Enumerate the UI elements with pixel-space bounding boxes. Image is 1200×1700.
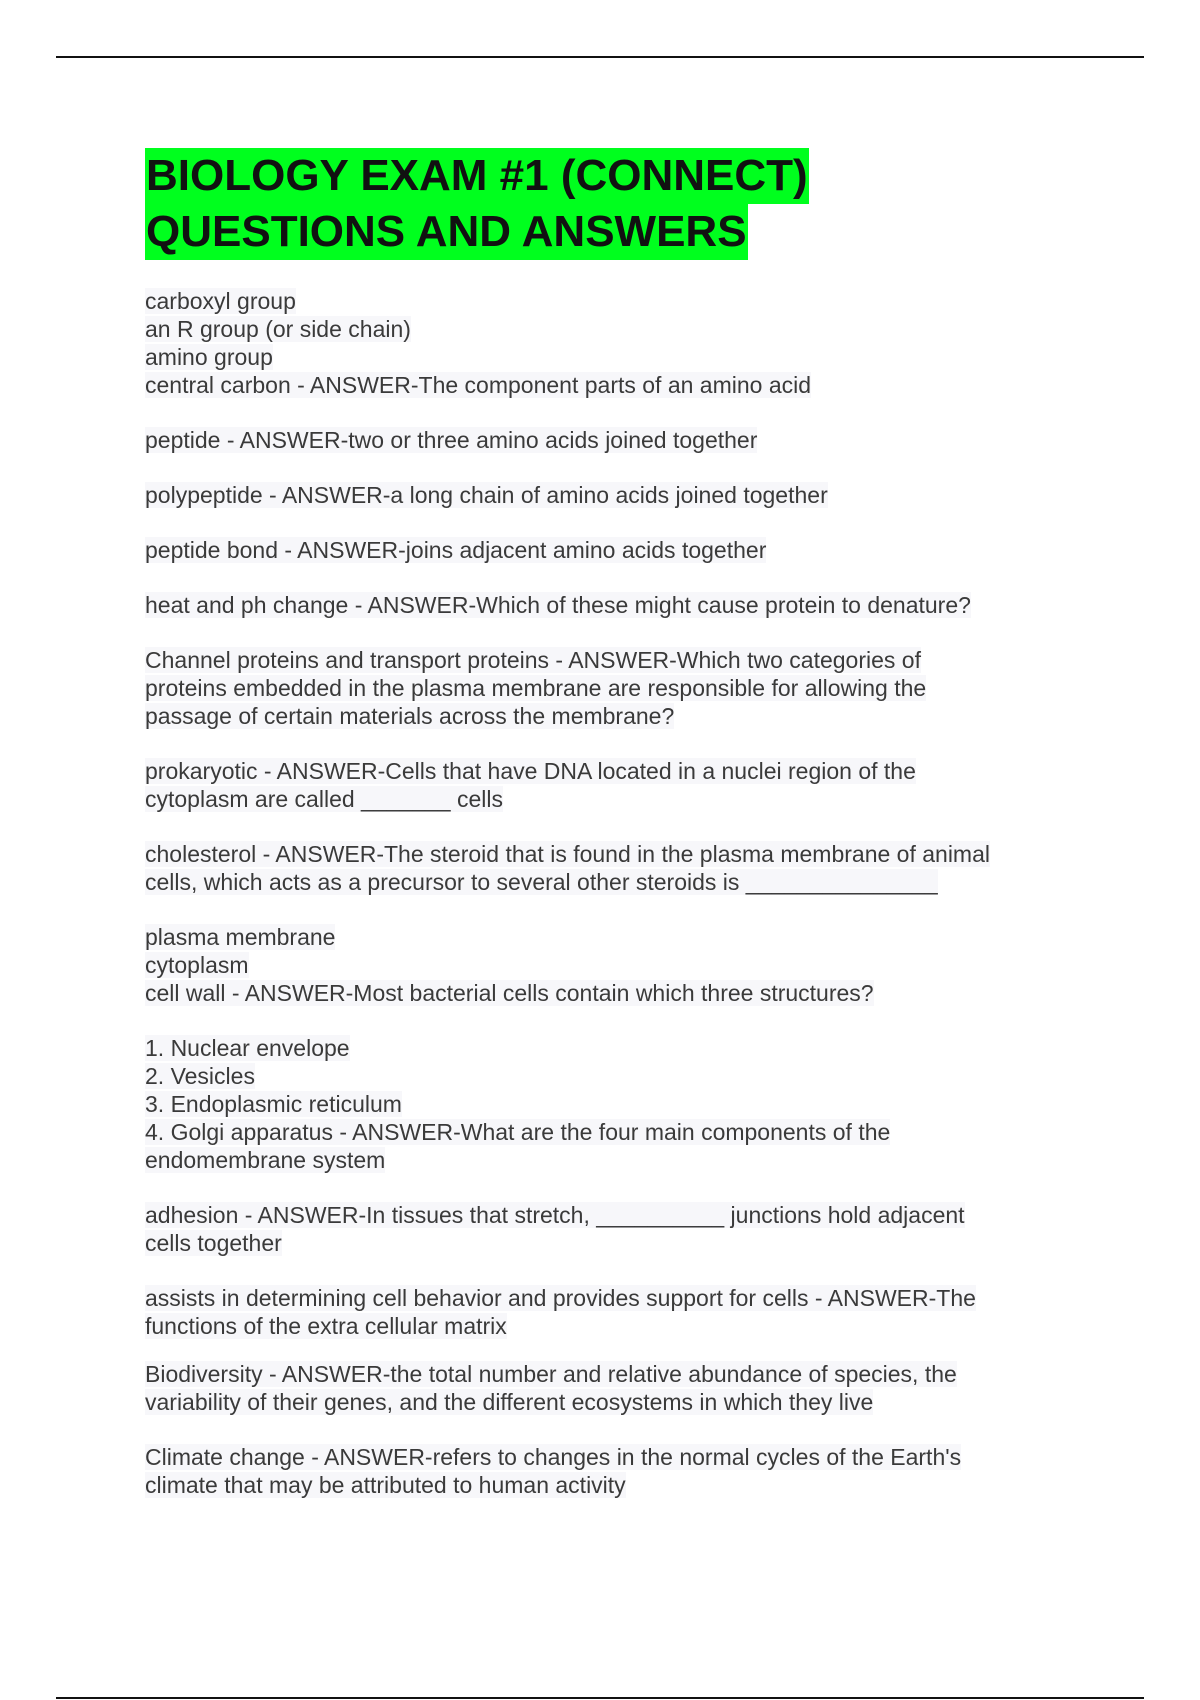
qa-entry-peptide-bond <box>145 536 1065 564</box>
qa-entry-peptide <box>145 426 1065 454</box>
entry-line: cell wall - ANSWER-Most bacterial cells contain which three structures? <box>145 980 874 1006</box>
qa-entry-biodiversity <box>145 1360 1065 1416</box>
entry-line: 4. Golgi apparatus - ANSWER-What are the four main components of the <box>145 1119 891 1145</box>
entry-line: cholesterol - ANSWER-The steroid that is found in the plasma membrane of animal <box>145 841 990 867</box>
entry-line: peptide bond - ANSWER-joins adjacent amino acids together <box>145 537 767 563</box>
entry-line: Channel proteins and transport proteins - ANSWER-Which two categories of <box>145 647 921 673</box>
entry-line: cells together <box>145 1230 282 1256</box>
entry-line: heat and ph change - ANSWER-Which of these might cause protein to denature? <box>145 592 971 618</box>
entry-line: 2. Vesicles <box>145 1063 255 1089</box>
entry-line: amino group <box>145 344 273 370</box>
qa-entry-membrane-proteins <box>145 646 1065 730</box>
qa-entry-cholesterol <box>145 840 1065 896</box>
entry-line: climate that may be attributed to human activity <box>145 1472 626 1498</box>
entry-line: central carbon - ANSWER-The component parts of an amino acid <box>145 372 812 398</box>
top-page-rule <box>56 56 1144 58</box>
qa-entry-denature <box>145 591 1065 619</box>
entry-line: peptide - ANSWER-two or three amino acids joined together <box>145 427 758 453</box>
entry-line: endomembrane system <box>145 1147 386 1173</box>
entry-line: prokaryotic - ANSWER-Cells that have DNA located in a nuclei region of the <box>145 758 916 784</box>
qa-entry-amino-acid-parts <box>145 287 1065 399</box>
qa-entry-adhesion <box>145 1201 1065 1257</box>
entry-line: adhesion - ANSWER-In tissues that stretch, __________ junctions hold adjacent <box>145 1202 965 1228</box>
entry-line: 1. Nuclear envelope <box>145 1035 350 1061</box>
entry-line: Climate change - ANSWER-refers to changes in the normal cycles of the Earth's <box>145 1444 962 1470</box>
entry-line: Biodiversity - ANSWER-the total number and relative abundance of species, the <box>145 1361 957 1387</box>
entry-line: assists in determining cell behavior and provides support for cells - ANSWER-The <box>145 1285 976 1311</box>
qa-entry-bacterial-structures <box>145 923 1065 1007</box>
title-line-1: BIOLOGY EXAM #1 (CONNECT) <box>145 148 809 204</box>
qa-entry-endomembrane-system <box>145 1034 1065 1174</box>
entry-line: proteins embedded in the plasma membrane are responsible for allowing the <box>145 675 927 701</box>
qa-entry-extracellular-matrix <box>145 1284 1065 1340</box>
document-body <box>145 148 1065 1526</box>
entry-line: cytoplasm are called _______ cells <box>145 786 503 812</box>
entry-line: functions of the extra cellular matrix <box>145 1313 507 1339</box>
qa-entry-prokaryotic <box>145 757 1065 813</box>
qa-entry-climate-change <box>145 1443 1065 1499</box>
entry-line: carboxyl group <box>145 288 296 314</box>
entry-line: variability of their genes, and the different ecosystems in which they live <box>145 1389 874 1415</box>
entry-line: 3. Endoplasmic reticulum <box>145 1091 402 1117</box>
entry-line: an R group (or side chain) <box>145 316 411 342</box>
entry-line: passage of certain materials across the membrane? <box>145 703 675 729</box>
entry-line: polypeptide - ANSWER-a long chain of amino acids joined together <box>145 482 828 508</box>
title-line-2: QUESTIONS AND ANSWERS <box>145 204 748 260</box>
document-title <box>145 148 1065 260</box>
entry-line: cells, which acts as a precursor to several other steroids is _______________ <box>145 869 938 895</box>
qa-entry-polypeptide <box>145 481 1065 509</box>
entry-line: plasma membrane <box>145 924 336 950</box>
bottom-page-rule <box>56 1697 1144 1699</box>
entry-line: cytoplasm <box>145 952 249 978</box>
